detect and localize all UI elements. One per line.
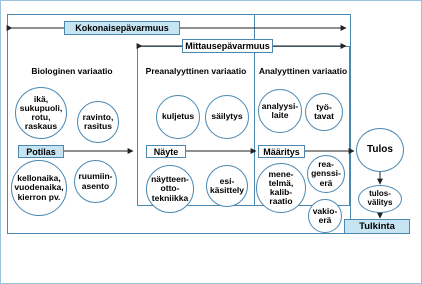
circle-time-of-day: kellonaika, vuodenaika, kierron pv. xyxy=(11,160,67,216)
circle-analyzer: analyysi- laite xyxy=(258,89,302,133)
sample-label: Näyte xyxy=(146,145,186,158)
total-uncertainty-label: Kokonaisepävarmuus xyxy=(64,21,180,35)
circle-body-position: ruumiin- asento xyxy=(74,160,117,203)
circle-preprocessing: esi- käsittely xyxy=(206,165,248,207)
interpretation-label: Tulkinta xyxy=(344,219,410,234)
assay-label: Määritys xyxy=(258,145,305,158)
circle-result: Tulos xyxy=(356,128,404,172)
circle-transport: kuljetus xyxy=(156,95,200,139)
heading-preanalytical: Preanalyyttinen variaatio xyxy=(145,66,247,76)
circle-sampling-technique: näytteen- otto- tekniikka xyxy=(146,165,194,213)
circle-reagent-batch: rea- genssi- erä xyxy=(307,155,345,193)
heading-biological: Biologinen variaatio xyxy=(31,66,113,76)
circle-result-delivery: tulos- välitys xyxy=(358,185,402,213)
circle-method-calibration: mene- telmä, kalib- raatio xyxy=(256,163,306,213)
patient-label: Potilas xyxy=(18,145,64,158)
heading-analytical: Analyyttinen variaatio xyxy=(258,66,348,76)
circle-storage: säilytys xyxy=(205,95,249,139)
circle-nutrition: ravinto, rasitus xyxy=(77,101,119,143)
circle-standard-batch: vakio- erä xyxy=(308,199,342,233)
circle-age-sex: ikä, sukupuoli, rotu, raskaus xyxy=(15,87,67,139)
measurement-uncertainty-label: Mittausepävarmuus xyxy=(182,39,273,53)
circle-working-methods: työ- tavat xyxy=(305,93,343,131)
